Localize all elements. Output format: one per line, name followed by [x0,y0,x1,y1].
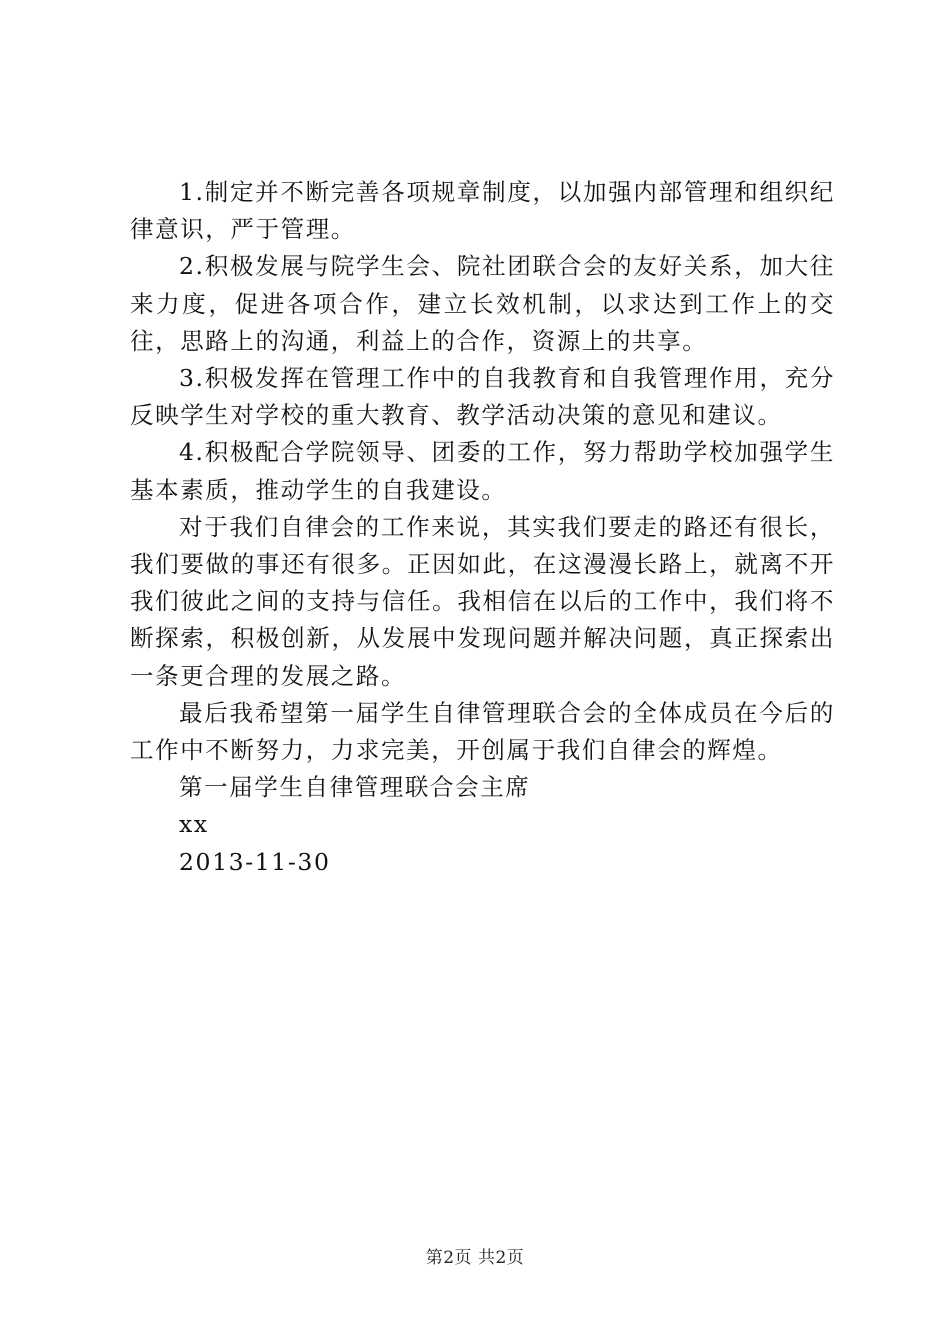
signature-date: 2013-11-30 [179,847,331,876]
paragraph-closing: 最后我希望第一届学生自律管理联合会的全体成员在今后的工作中不断努力，力求完美，开创属于我们自律会的辉煌。 [130,698,835,765]
paragraph-outlook: 对于我们自律会的工作来说，其实我们要走的路还有很长，我们要做的事还有很多。正因如此，在这漫漫长路上，就离不开我们彼此之间的支持与信任。我相信在以后的工作中，我们将不断探索，积极创新，从发展中发现问题并解决问题，真正探索出一条更合理的发展之路。 [130,512,835,690]
paragraph-rule-3: 3.积极发挥在管理工作中的自我教育和自我管理作用，充分反映学生对学校的重大教育、教学活动决策的意见和建议。 [130,364,835,430]
signature-title: 第一届学生自律管理联合会主席 [179,773,531,802]
signature-name: xx [179,810,209,839]
document-body [130,174,835,881]
paragraph-rule-2: 2.积极发展与院学生会、院社团联合会的友好关系，加大往来力度，促进各项合作，建立长效机制，以求达到工作上的交往，思路上的沟通，利益上的合作，资源上的共享。 [130,252,835,355]
paragraph-rule-1: 1.制定并不断完善各项规章制度，以加强内部管理和组织纪律意识，严于管理。 [130,178,835,244]
page-number-footer: 第2页 共2页 [425,1248,525,1268]
paragraph-rule-4: 4.积极配合学院领导、团委的工作，努力帮助学校加强学生基本素质，推动学生的自我建设。 [130,438,835,504]
